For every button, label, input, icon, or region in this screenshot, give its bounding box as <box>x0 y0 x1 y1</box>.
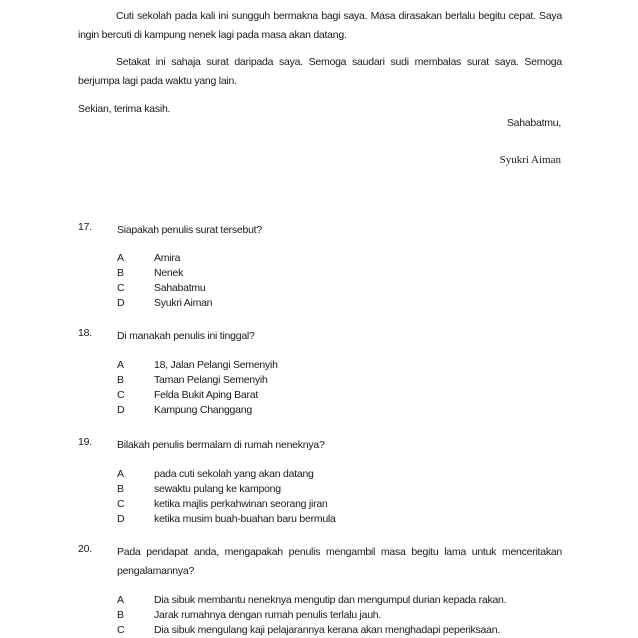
letter-signature: Syukri Aiman <box>499 154 561 166</box>
option-b <box>117 482 562 497</box>
option-text: Syukri Aiman <box>154 297 213 309</box>
option-b <box>117 373 562 388</box>
option-letter: C <box>117 282 125 294</box>
option-text: sewaktu pulang ke kampong <box>154 483 281 495</box>
question-number: 19. <box>78 436 92 448</box>
option-text: ketika majlis perkahwinan seorang jiran <box>154 498 328 510</box>
option-letter: D <box>117 297 125 309</box>
option-letter: A <box>117 594 124 606</box>
question-text: Pada pendapat anda, mengapakah penulis mengambil masa begitu lama untuk menceritakan pengalamannya? <box>117 546 562 577</box>
option-letter: C <box>117 389 125 401</box>
option-a <box>117 358 562 373</box>
letter-paragraph-1: Cuti sekolah pada kali ini sungguh bermakna bagi saya. Masa dirasakan berlalu begitu cepat. Saya ingin bercuti di kampung nenek lagi pada masa akan datang. <box>78 10 562 41</box>
question-text: Bilakah penulis bermalam di rumah neneknya? <box>117 439 325 451</box>
option-b <box>117 266 562 281</box>
option-list <box>117 467 562 527</box>
option-a <box>117 467 562 482</box>
option-text: ketika musim buah-buahan baru bermula <box>154 513 336 525</box>
option-text: pada cuti sekolah yang akan datang <box>154 468 314 480</box>
option-d <box>117 296 562 311</box>
letter-closing: Sekian, terima kasih. <box>78 103 171 115</box>
option-list <box>117 251 562 311</box>
option-c <box>117 281 562 296</box>
option-d <box>117 403 562 418</box>
option-letter: B <box>117 374 124 386</box>
option-list <box>117 358 562 418</box>
option-letter: B <box>117 267 124 279</box>
option-list <box>117 593 562 638</box>
option-text: Jarak rumahnya dengan rumah penulis terlalu jauh. <box>154 609 382 621</box>
option-b <box>117 608 562 623</box>
option-letter: B <box>117 609 124 621</box>
question-number: 20. <box>78 543 92 555</box>
question-number: 18. <box>78 327 92 339</box>
question-text: Di manakah penulis ini tinggal? <box>117 330 255 342</box>
option-text: Sahabatmu <box>154 282 206 294</box>
option-letter: A <box>117 359 124 371</box>
letter-paragraph-2: Setakat ini sahaja surat daripada saya. Semoga saudari sudi membalas surat saya. Semoga berjumpa lagi pada waktu yang lain. <box>78 56 562 87</box>
option-letter: A <box>117 252 124 264</box>
option-c <box>117 388 562 403</box>
option-letter: A <box>117 468 124 480</box>
option-letter: D <box>117 404 125 416</box>
option-text: 18, Jalan Pelangi Semenyih <box>154 359 278 371</box>
option-c <box>117 623 562 638</box>
question-number: 17. <box>78 221 92 233</box>
option-letter: C <box>117 498 125 510</box>
question-text: Siapakah penulis surat tersebut? <box>117 224 262 236</box>
letter-salutation: Sahabatmu, <box>506 117 561 129</box>
option-letter: B <box>117 483 124 495</box>
option-letter: C <box>117 624 125 636</box>
option-text: Dia sibuk membantu neneknya mengutip dan mengumpul durian kepada rakan. <box>154 594 507 606</box>
option-a <box>117 251 562 266</box>
option-text: Dia sibuk mengulang kaji pelajarannya kerana akan menghadapi peperiksaan. <box>154 624 500 636</box>
option-text: Nenek <box>154 267 184 279</box>
option-d <box>117 512 562 527</box>
option-c <box>117 497 562 512</box>
option-a <box>117 593 562 608</box>
option-text: Felda Bukit Aping Barat <box>154 389 258 401</box>
option-text: Taman Pelangi Semenyih <box>154 374 268 386</box>
option-letter: D <box>117 513 125 525</box>
option-text: Kampung Changgang <box>154 404 252 416</box>
option-text: Amira <box>154 252 181 264</box>
